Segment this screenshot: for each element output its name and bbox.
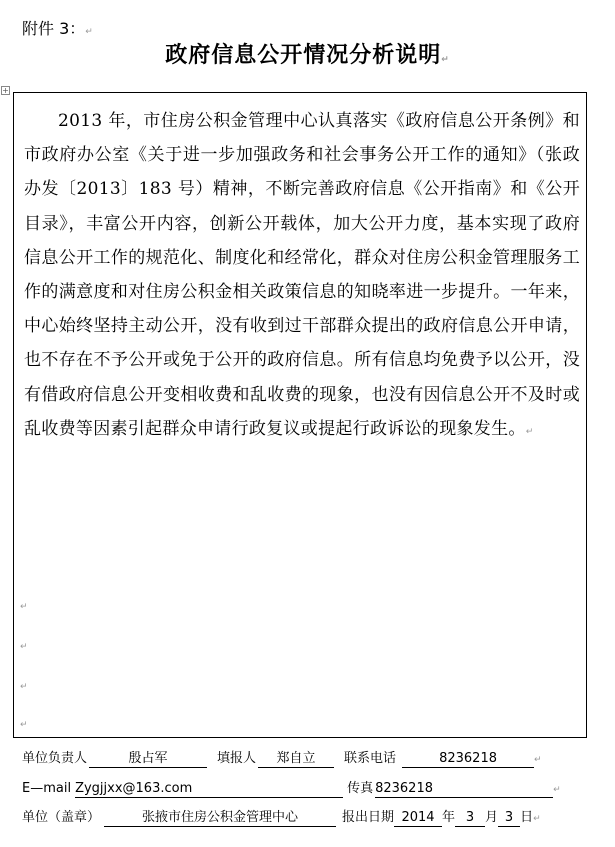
email-label: E—mail <box>22 781 72 796</box>
unit-head-label: 单位负责人 <box>22 751 88 766</box>
table-move-handle-icon[interactable]: + <box>2 86 9 95</box>
footer-row-seal-date <box>22 806 592 827</box>
paragraph-mark: ↵ <box>533 814 541 824</box>
body-paragraph-text: 2013 年，市住房公积金管理中心认真落实《政府信息公开条例》和市政府办公室《关于进一步加强政务和社会事务公开工作的通知》（张政办发〔2013〕183 号）精神，不断完善政府信息《公开指南》和《公开目录》，丰富公开内容，创新公开载体，加大公开力度，基本实现了政府信息公开工作的规范化、制度化和经常化，群众对住房公积金管理服务工作的满意度和对住房公积金相关政策信息的知晓率进一步提升。一年来，中心始终坚持主动公开，没有收到过干部群众提出的政府信息公开申请，也不存在不予公开或免于公开的政府信息。所有信息均免费予以公开，没有借政府信息公开变相收费和乱收费的现象，也没有因信息公开不及时或乱收费等因素引起群众申请行政复议或提起行政诉讼的现象发生。 <box>24 111 580 439</box>
fax-value: 8236218 <box>375 781 553 798</box>
paragraph-mark: ↵ <box>553 785 561 795</box>
attachment-label <box>22 16 93 39</box>
paragraph-mark: ↵ <box>525 426 534 437</box>
empty-paragraph-mark: ↵ <box>20 602 28 612</box>
unit-seal-label: 单位（盖章） <box>22 810 101 825</box>
unit-head-value: 殷占军 <box>89 751 207 768</box>
empty-paragraph-mark: ↵ <box>20 682 28 692</box>
empty-paragraph-mark: ↵ <box>20 720 28 730</box>
paragraph-mark: ↵ <box>441 55 450 65</box>
report-month: 3 <box>455 810 485 827</box>
paragraph-mark: ↵ <box>534 755 542 765</box>
unit-seal-value: 张掖市住房公积金管理中心 <box>104 810 336 827</box>
phone-label: 联系电话 <box>344 751 397 766</box>
fax-label: 传真 <box>347 781 374 796</box>
empty-paragraph-mark: ↵ <box>20 642 28 652</box>
report-date-label: 报出日期 <box>342 810 395 825</box>
filler-label: 填报人 <box>217 751 257 766</box>
page-title-text: 政府信息公开情况分析说明 <box>165 43 442 68</box>
year-char: 年 <box>442 810 456 825</box>
report-year: 2014 <box>394 810 442 827</box>
paragraph-mark: ↵ <box>85 27 93 37</box>
filler-value: 郑自立 <box>258 751 334 768</box>
day-char: 日 <box>520 810 534 825</box>
footer-row-contacts <box>22 747 592 768</box>
attachment-label-text: 附件 3： <box>22 19 86 38</box>
phone-value: 8236218 <box>402 751 534 768</box>
month-char: 月 <box>485 810 499 825</box>
footer-row-email <box>22 777 592 798</box>
page-title <box>0 38 615 69</box>
body-paragraph <box>24 104 580 449</box>
email-value: Zygjjxx@163.com <box>75 781 343 798</box>
report-day: 3 <box>498 810 520 827</box>
